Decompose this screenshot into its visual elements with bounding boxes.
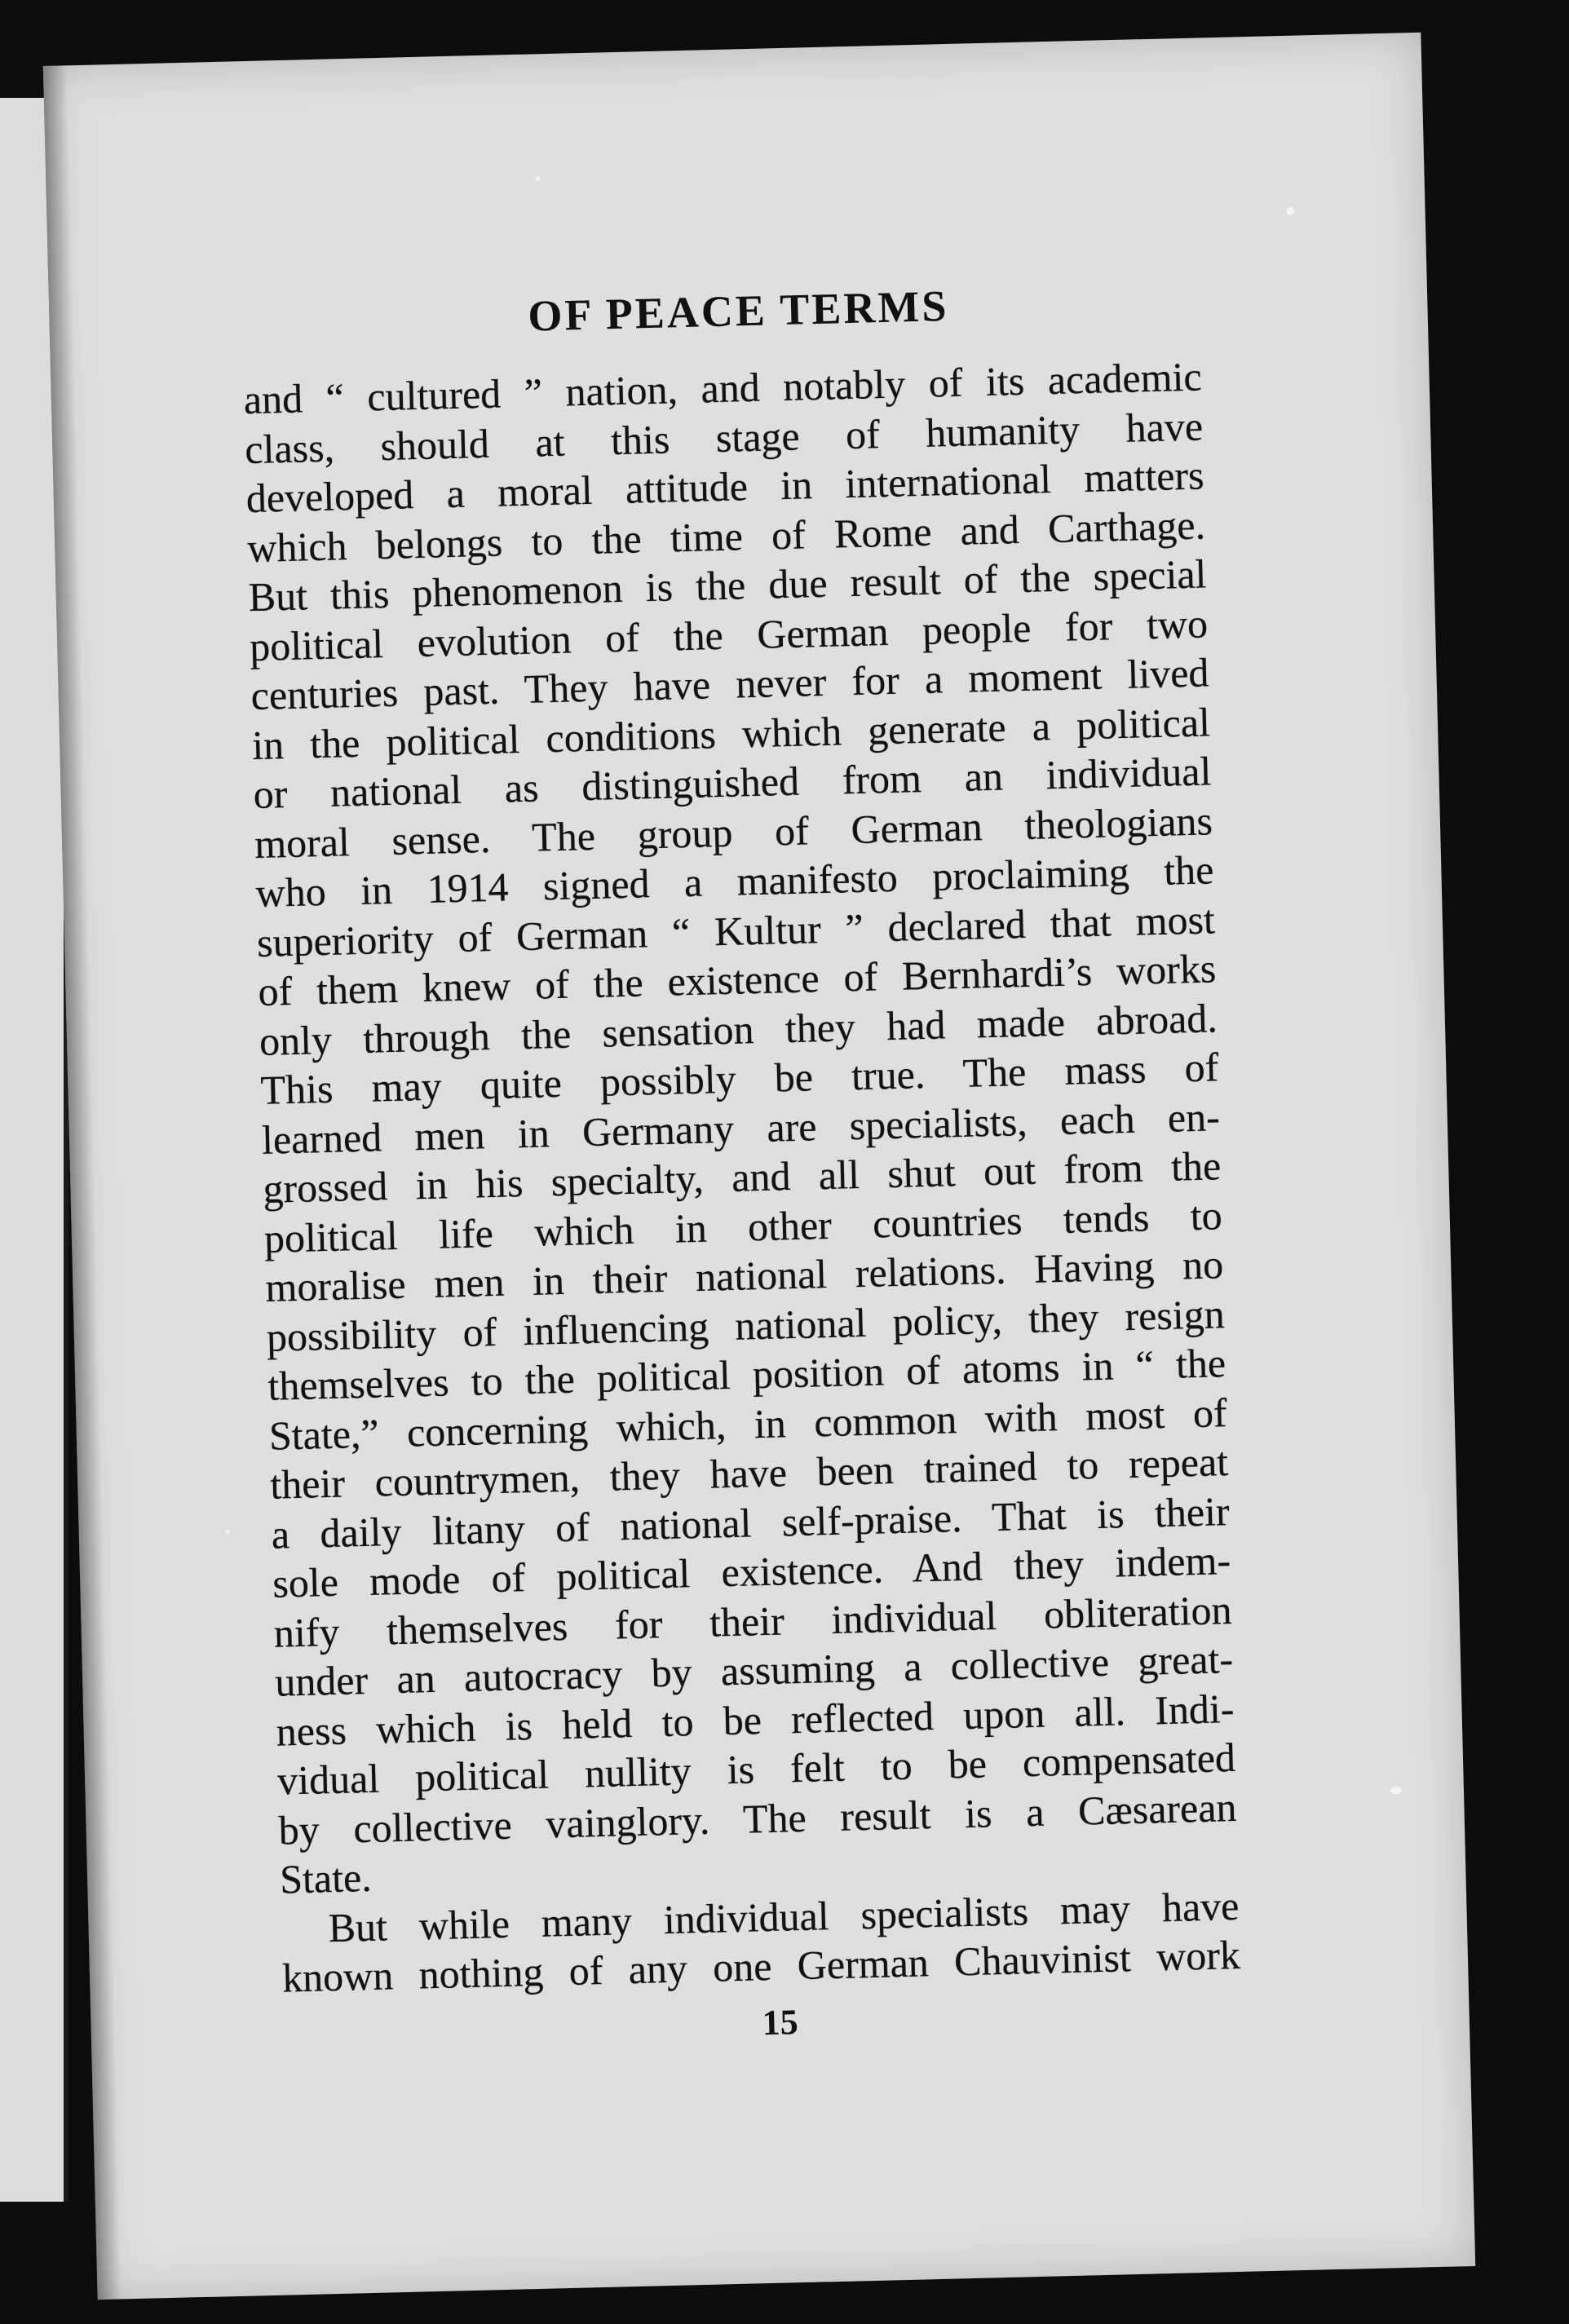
text-line: their countrymen, they have been trained to repeat [269, 1438, 1229, 1508]
running-head: OF PEACE TERMS [527, 281, 950, 341]
dust-speck [1286, 207, 1294, 215]
text-line: themselves to the political position of atoms in “ the [267, 1340, 1226, 1409]
dust-speck [226, 1530, 230, 1534]
text-line: moralise men in their national relations. Having no [264, 1241, 1224, 1310]
text-line: a daily litany of national self-praise. That is their [271, 1487, 1231, 1557]
text-line: known nothing of any one German Chauvinist work [281, 1931, 1241, 2001]
text-line: ness which is held to be reflected upon all. Indi- [276, 1685, 1235, 1755]
text-line: sole mode of political existence. And they indem- [272, 1537, 1231, 1606]
body-text [243, 351, 1240, 2003]
text-line: class, should at this stage of humanity have [244, 402, 1204, 472]
text-line: in the political conditions which generate a political [251, 698, 1211, 768]
dust-speck [535, 176, 540, 181]
paragraph-1 [243, 351, 1238, 1904]
text-line: State,” concerning which, in common with most of [268, 1389, 1228, 1459]
text-line: and “ cultured ” nation, and notably of its academic [243, 353, 1203, 423]
text-line: vidual political nullity is felt to be compensated [276, 1734, 1236, 1804]
text-line: But this phenomenon is the due result of the special [248, 550, 1208, 621]
text-line: of them knew of the existence of Bernhardi’s works [257, 945, 1217, 1014]
text-line: by collective vainglory. The result is a Cæsarean [278, 1783, 1238, 1853]
text-line: This may quite possibly be true. The mass of [259, 1044, 1219, 1113]
text-line: developed a moral attitude in international matters [245, 452, 1205, 522]
text-line: centuries past. They have never for a moment lived [250, 649, 1210, 719]
text-line: grossed in his specialty, and all shut out from the [262, 1142, 1222, 1212]
text-line: learned men in Germany are specialists, each en- [261, 1093, 1221, 1163]
text-line: nify themselves for their individual obliteration [273, 1586, 1233, 1656]
book-page [43, 33, 1475, 2300]
text-line: But while many individual specialists may have [327, 1882, 1240, 1951]
dust-speck [1390, 1787, 1402, 1794]
text-line: under an autocracy by assuming a collective great- [274, 1635, 1234, 1705]
text-line: which belongs to the time of Rome and Carthage. [246, 501, 1206, 571]
text-line: possibility of influencing national policy, they resign [266, 1290, 1226, 1360]
text-line: State. [279, 1853, 373, 1902]
text-line: or national as distinguished from an individual [252, 748, 1213, 818]
text-line: who in 1914 signed a manifesto proclaiming the [254, 846, 1214, 916]
text-line: moral sense. The group of German theologians [254, 797, 1213, 867]
text-line: only through the sensation they had made abroad. [259, 994, 1218, 1064]
page-number: 15 [762, 2002, 799, 2043]
text-line: political evolution of the German people for two [249, 599, 1209, 669]
text-line: political life which in other countries tends to [263, 1191, 1223, 1261]
text-line: superiority of German “ Kultur ” declared that most [256, 895, 1216, 965]
